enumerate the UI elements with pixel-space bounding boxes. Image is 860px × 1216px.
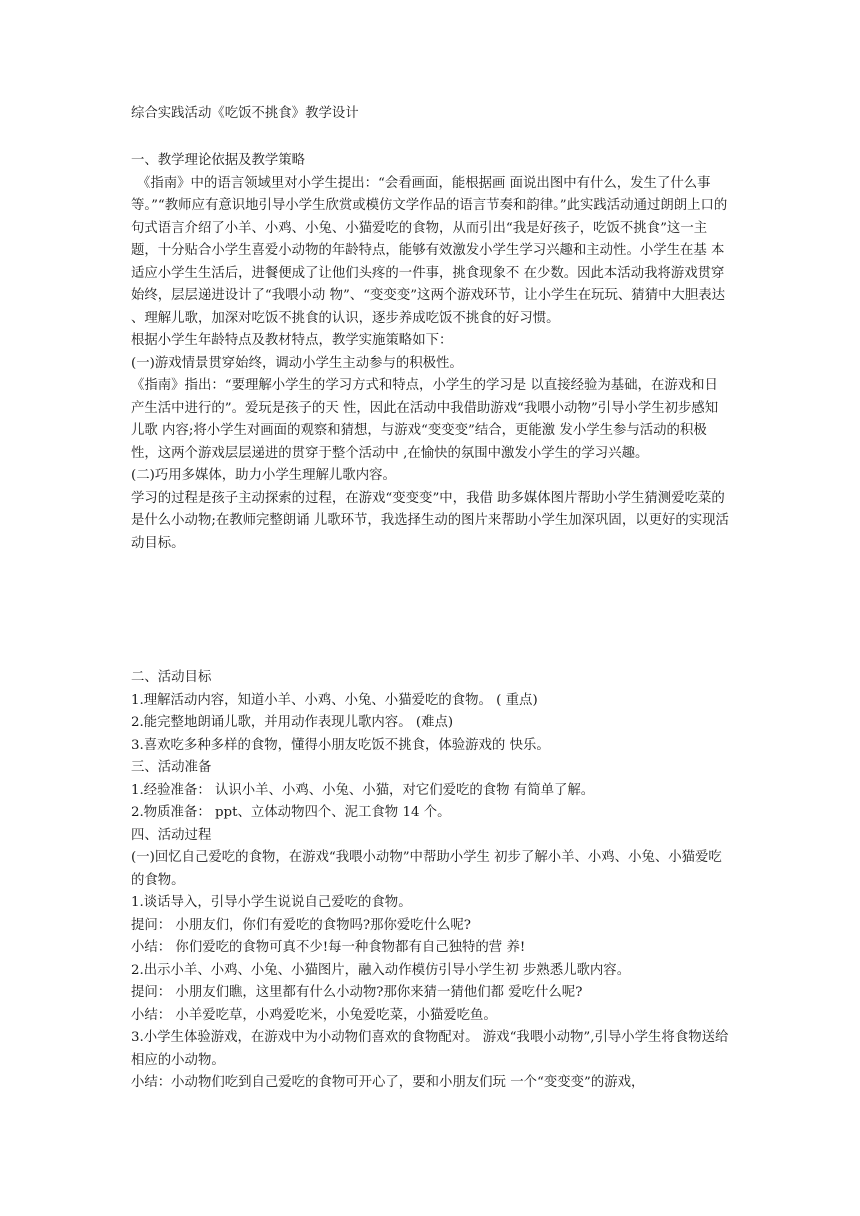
section-heading: 二、活动目标 bbox=[131, 670, 212, 685]
process-item: 1.谈话导入，引导小学生说说自己爱吃的食物。 bbox=[131, 895, 412, 910]
section-theory bbox=[131, 150, 731, 555]
goal-item: 1.理解活动内容，知道小羊、小鸡、小兔、小猫爱吃的食物。 ( 重点) bbox=[131, 692, 538, 708]
summary-text: 小结：小动物们吃到自己爱吃的食物可开心了，要和小朋友们玩 一个“变变变”的游戏， bbox=[131, 1075, 645, 1090]
section-heading: 四、活动过程 bbox=[131, 827, 212, 843]
question-text: 提问： 小朋友们，你们有爱吃的食物吗?那你爱吃什么呢? bbox=[131, 917, 471, 933]
paragraph: 《指南》指出：“要理解小学生的学习方式和特点，小学生的学习是 以直接经验为基础，在游戏和日产生活中进行的”。爱玩是孩子的天 性，因此在活动中我借助游戏“我喂小动物”引导小学生初步感知儿歌 内容;将小学生对画面的观察和猜想，与游戏“变变变”结合，更能激 发小学生参与活动的积极性，这两个游戏层层递进的贯穿于整个活动中 ,在愉快的氛围中激发小学生的学习兴趣。 bbox=[131, 378, 719, 461]
paragraph: 《指南》中的语言领域里对小学生提出：“会看画面，能根据画 面说出图中有什么，发生了什么事等。”“教师应有意识地引导小学生欣赏或模仿文学作品的语言节奏和韵律。”此实践活动通过朗朗上口的句式语言介绍了小羊、小鸡、小兔、小猫爱吃的食物，从而引出“我是好孩子，吃饭不挑食”这一主题，十分贴合小学生喜爱小动物的年龄特点，能够有效激发小学生学习兴趣和主动性。小学生在基 本适应小学生生活后，进餐便成了让他们头疼的一件事，挑食现象不 在少数。因此本活动我将游戏贯穿始终，层层递进设计了“我喂小动 物”、“变变变”这两个游戏环节，让小学生在玩玩、猜猜中大胆表达 、理解儿歌，加深对吃饭不挑食的认识，逐步养成吃饭不挑食的好习惯。 bbox=[131, 175, 728, 326]
question-text: 提问： 小朋友们瞧，这里都有什么小动物?那你来猜一猜他们都 爱吃什么呢? bbox=[131, 985, 583, 1000]
paragraph: 学习的过程是孩子主动探索的过程，在游戏“变变变”中，我借 助多媒体图片帮助小学生猜测爱吃菜的是什么小动物;在教师完整朗诵 儿歌环节，我选择生动的图片来帮助小学生加深巩固，以更好的实现活 动目标。 bbox=[131, 490, 729, 551]
subheading: (二)巧用多媒体，助力小学生理解儿歌内容。 bbox=[131, 468, 396, 483]
section-goals-and-process bbox=[131, 667, 731, 1095]
prep-item: 2.物质准备： ppt、立体动物四个、泥工食物 14 个。 bbox=[131, 805, 451, 820]
document-title: 综合实践活动《吃饭不挑食》教学设计 bbox=[131, 106, 359, 121]
summary-text: 小结： 小羊爱吃草，小鸡爱吃米，小兔爱吃菜，小猫爱吃鱼。 bbox=[131, 1007, 497, 1023]
section-heading: 三、活动准备 bbox=[131, 760, 212, 775]
paragraph: 根据小学生年龄特点及教材特点，教学实施策略如下： bbox=[131, 333, 453, 348]
process-item: 3.小学生体验游戏，在游戏中为小动物们喜欢的食物配对。 游戏“我喂小动物”,引导小学生将食物送给相应的小动物。 bbox=[131, 1030, 729, 1068]
process-item: 2.出示小羊、小鸡、小兔、小猫图片，融入动作模仿引导小学生初 步熟悉儿歌内容。 bbox=[131, 962, 631, 978]
goal-item: 2.能完整地朗诵儿歌，并用动作表现儿歌内容。 (难点) bbox=[131, 715, 454, 730]
goal-item: 3.喜欢吃多种多样的食物，懂得小朋友吃饭不挑食，体验游戏的 快乐。 bbox=[131, 737, 550, 753]
summary-text: 小结： 你们爱吃的食物可真不少!每一种食物都有自己独特的营 养! bbox=[131, 940, 526, 955]
section-heading: 一、教学理论依据及教学策略 bbox=[131, 153, 306, 168]
subheading: (一)游戏情景贯穿始终，调动小学生主动参与的积极性。 bbox=[131, 355, 463, 371]
prep-item: 1.经验准备： 认识小羊、小鸡、小兔、小猫，对它们爱吃的食物 有简单了解。 bbox=[131, 782, 595, 798]
process-step: (一)回忆自己爱吃的食物，在游戏“我喂小动物”中帮助小学生 初步了解小羊、小鸡、小兔、小猫爱吃的食物。 bbox=[131, 850, 722, 888]
